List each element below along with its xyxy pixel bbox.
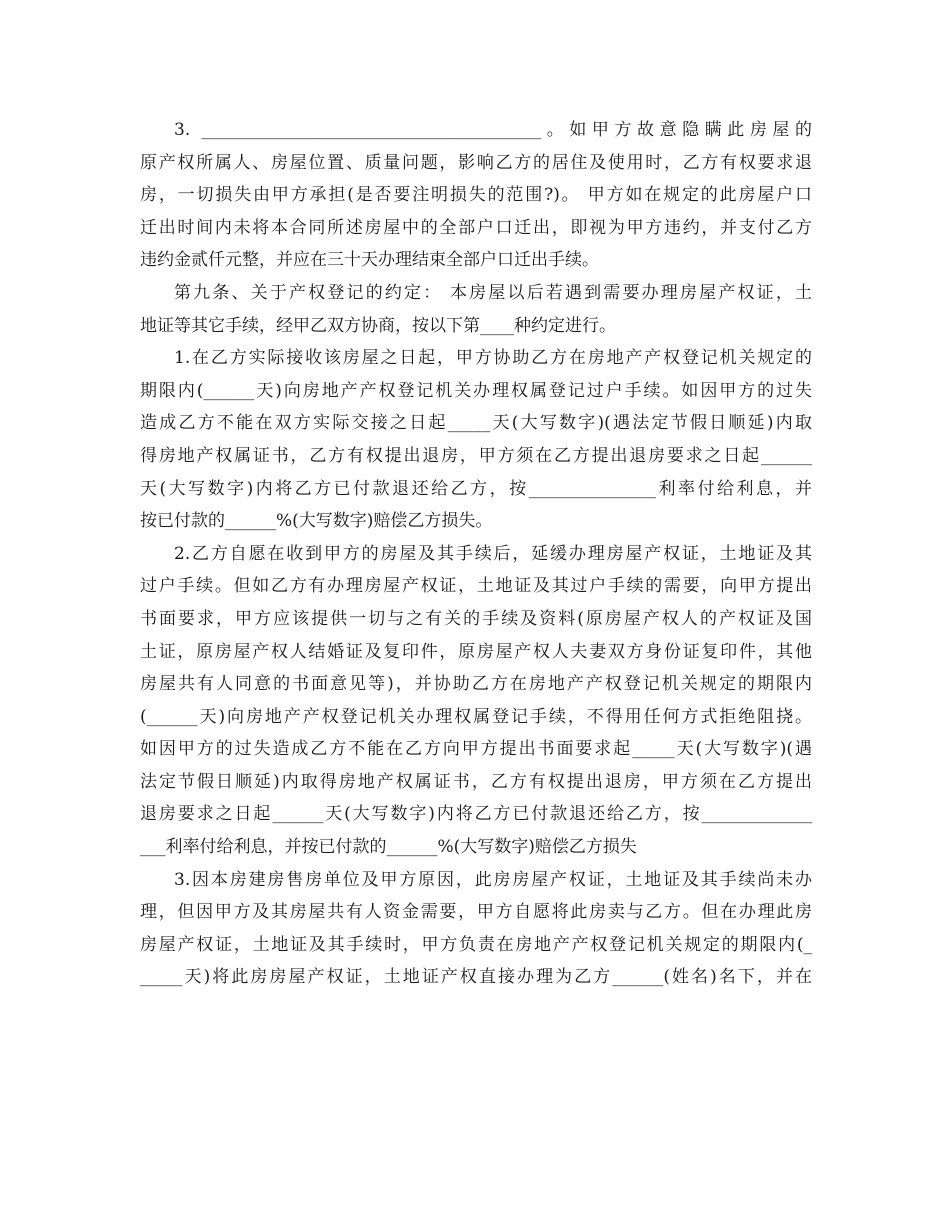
text-line: 房，一切损失由甲方承担(是否要注明损失的范围?)。 甲方如在规定的此房屋户口 [140,185,812,206]
text-line: 3.因本房建房售房单位及甲方原因，此房房屋产权证，土地证及其手续尚未办 [174,869,812,890]
text-line: 第九条、关于产权登记的约定： 本房屋以后若遇到需要办理房屋产权证，土 [174,282,812,303]
text-line: 房屋共有人同意的书面意见等)，并协助乙方在房地产产权登记机关规定的期限内 [140,674,812,695]
text-line: 退房要求之日起______天(大写数字)内将乙方已付款退还给乙方，按_____________ [140,804,812,825]
text-line: 期限内(______天)向房地产产权登记机关办理权属登记过户手续。如因甲方的过失 [140,380,812,401]
text-line: ___利率付给利息，并按已付款的______%(大写数字)赔偿乙方损失 [140,837,637,858]
text-line: 过户手续。但如乙方有办理房屋产权证，土地证及其过户手续的需要，向甲方提出 [140,576,812,597]
text-line: 法定节假日顺延)内取得房地产权属证书，乙方有权提出退房，甲方须在乙方提出 [140,771,812,792]
text-line: 造成乙方不能在双方实际交接之日起_____天(大写数字)(遇法定节假日顺延)内取 [140,413,812,434]
text-line: 迁出时间内未将本合同所述房屋中的全部户口迁出，即视为甲方违约，并支付乙方 [140,217,812,238]
text-line: 1.在乙方实际接收该房屋之日起，甲方协助乙方在房地产产权登记机关规定的 [174,348,812,369]
text-line: 地证等其它手续，经甲乙双方协商，按以下第____种约定进行。 [140,315,616,336]
text-line: 得房地产权属证书，乙方有权提出退房，甲方须在乙方提出退房要求之日起______ [140,445,812,466]
text-line: 土证，原房屋产权人结婚证及复印件，原房屋产权人夫妻双方身份证复印件，其他 [140,641,812,662]
text-line: 书面要求，甲方应该提供一切与之有关的手续及资料(原房屋产权人的产权证及国 [140,608,812,629]
text-line: 违约金贰仟元整，并应在三十天办理结束全部户口迁出手续。 [140,250,599,271]
text-line: _____天)将此房房屋产权证，土地证产权直接办理为乙方______(姓名)名下，并在 [140,967,812,988]
text-line: 天(大写数字)内将乙方已付款退还给乙方，按_______________利率付给利息，并 [140,478,812,499]
text-line: 按已付款的______%(大写数字)赔偿乙方损失。 [140,511,493,532]
text-line: 理，但因甲方及其房屋共有人资金需要，甲方自愿将此房卖与乙方。但在办理此房 [140,902,812,923]
text-line: (______天)向房地产产权登记机关办理权属登记手续，不得用任何方式拒绝阻挠。 [140,706,812,727]
text-line: 2.乙方自愿在收到甲方的房屋及其手续后，延缓办理房屋产权证，土地证及其 [174,543,812,564]
text-line: 3. ________________________________________。如甲方故意隐瞒此房屋的 [174,120,812,140]
text-line: 如因甲方的过失造成乙方不能在乙方向甲方提出书面要求起_____天(大写数字)(遇 [140,739,812,760]
text-line: 房屋产权证，土地证及其手续时，甲方负责在房地产产权登记机关规定的期限内(_ [140,934,812,955]
text-line: 原产权所属人、房屋位置、质量问题，影响乙方的居住及使用时，乙方有权要求退 [140,152,812,173]
document-page [140,114,812,994]
